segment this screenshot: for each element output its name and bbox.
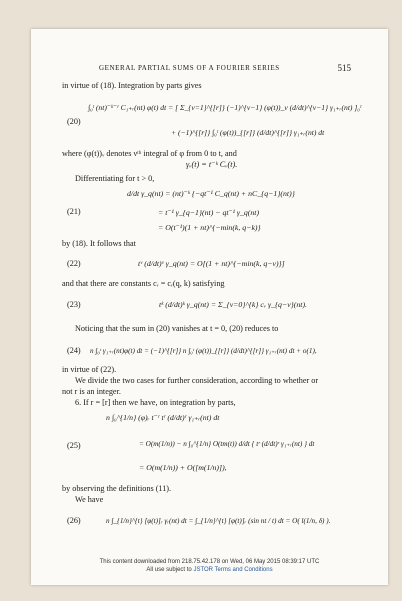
equation-number: (24) xyxy=(67,346,81,355)
equation-25-line2: = O(m(1/n)) − n ∫₀^{1/n} O(tm(t)) d/dt { tʳ (d/dt)ʳ γ₁₊ᵣ(nt) } dt xyxy=(139,440,315,448)
equation-20-line1: ∫₀ᵗ (nt)⁻ᵏ⁻ʳ C₁₊ᵣ(nt) φ(t) dt = [ Σ_{ν=1}^{[r]} (−1)^{ν−1} (φ(t))_ν (d/dt)^{ν−1} γ₁₊ᵣ(nt) ]₀ᵗ xyxy=(88,103,362,112)
terms-notice xyxy=(31,567,388,573)
jstor-terms-link[interactable]: JSTOR Terms and Conditions xyxy=(193,567,273,573)
equation-number: (25) xyxy=(67,441,81,450)
text-line: We have xyxy=(75,495,104,504)
equation-25-line3: = O(m(1/n)) + O([m(1/n)]), xyxy=(139,463,227,472)
text-line: We divide the two cases for further consideration, according to whether or xyxy=(75,376,319,385)
page-header xyxy=(31,64,388,76)
text-line: Differentiating for t > 0, xyxy=(75,174,155,183)
equation-26: n ∫_{1/n}^{t} [φ(t)]ᵣ γᵣ(nt) dt = ∫_{1/n}^{t} [φ(t)]ᵣ (sin nt / t) dt = O( l(1/n, δ) ). xyxy=(106,517,331,525)
download-notice: This content downloaded from 218.75.42.178 on Wed, 06 May 2015 08:39:17 UTC xyxy=(99,559,320,565)
text-line: in virtue of (18). Integration by parts gives xyxy=(62,81,202,90)
equation-21-line3: = O(t⁻¹)(1 + nt)^{−min(k, q−k)} xyxy=(158,223,261,232)
page-number: 515 xyxy=(337,63,351,73)
text-line: and that there are constants cᵣ = cᵣ(q, k) satisfying xyxy=(62,279,225,288)
equation-21-line2: = t⁻¹ γ_{q−1}(nt) − qt⁻¹ γ_q(nt) xyxy=(158,208,260,217)
equation-number: (22) xyxy=(67,259,81,268)
equation-22: tᵛ (d/dt)ᵛ γ_q(nt) = O[(1 + nt)^{−min(k, q−v)}] xyxy=(138,259,285,268)
equation-number: (20) xyxy=(67,117,81,126)
text-line: where (φ(t))ᵥ denotes νᵗʰ integral of φ from 0 to t, and xyxy=(62,149,237,158)
text-line: by observing the definitions (11). xyxy=(62,484,172,493)
text-line: by (18). It follows that xyxy=(62,239,136,248)
terms-prefix: All use subject to xyxy=(146,567,194,573)
running-title: GENERAL PARTIAL SUMS OF A FOURIER SERIES xyxy=(99,64,280,72)
equation-21-line1: d/dt γ_q(nt) = (nt)⁻ᵏ {−qt⁻¹ C_q(nt) + nC_{q−1}(nt)} xyxy=(127,189,295,198)
text-line: in virtue of (22). xyxy=(62,365,117,374)
equation-number: (23) xyxy=(67,300,81,309)
text-line: not r is an integer. xyxy=(62,387,121,396)
text-line: 6. If r = [r] then we have, on integration by parts, xyxy=(75,398,236,407)
definition-gamma: γᵥ(t) = t⁻ᵏ Cᵥ(t). xyxy=(186,160,238,169)
text-line: Noticing that the sum in (20) vanishes at t = 0, (20) reduces to xyxy=(75,324,279,333)
equation-24: n ∫₀ᵗ γ₁₊ᵣ(nt)φ(t) dt = (−1)^{[r]} n ∫₀ᵗ (φ(t))_{[r]} (d/dt)^{[r]} γ₁₊ᵣ(nt) dt + o(1), xyxy=(90,347,317,355)
paper-page xyxy=(31,29,388,585)
equation-23: tᵏ (d/dt)ᵏ γ_q(nt) = Σ_{ν=0}^{k} cᵥ γ_{q−ν}(nt). xyxy=(159,300,308,309)
equation-number: (21) xyxy=(67,207,81,216)
equation-number: (26) xyxy=(67,516,81,525)
equation-20-line2: + (−1)^{[r]} ∫₀ᵗ (φ(t))_{[r]} (d/dt)^{[r]} γ₁₊ᵣ(nt) dt xyxy=(171,128,325,137)
equation-25-line1: n ∫₀^{1/n} (φ)ᵣ t⁻ʳ tʳ (d/dt)ʳ γ₁₊ᵣ(nt) dt xyxy=(106,413,220,422)
